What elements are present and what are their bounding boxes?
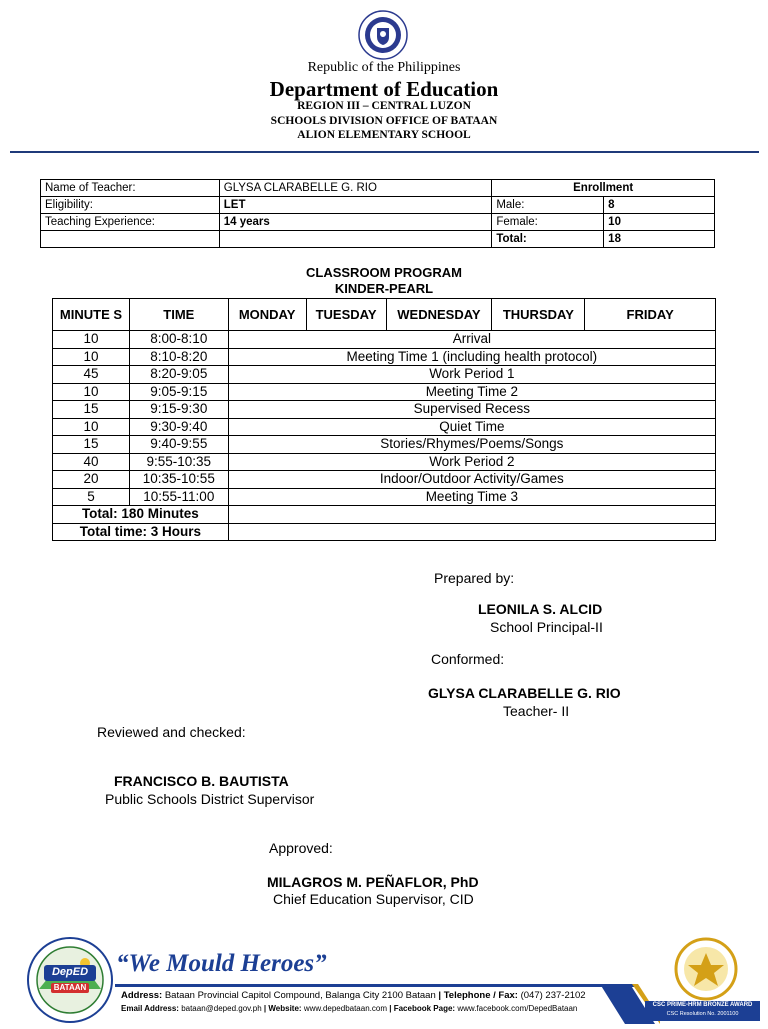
row-time: 9:05-9:15 <box>129 383 228 401</box>
table-row <box>53 383 716 401</box>
logo-text: DepED <box>51 966 89 978</box>
row-activity: Meeting Time 3 <box>228 488 715 506</box>
reviewed-label: Reviewed and checked: <box>97 724 246 740</box>
row-activity: Supervised Recess <box>228 401 715 419</box>
division-line: SCHOOLS DIVISION OFFICE OF BATAAN <box>270 115 498 127</box>
program-subtitle: KINDER-PEARL <box>334 281 434 296</box>
eligibility-label: Eligibility: <box>41 197 220 214</box>
name-value: GLYSA CLARABELLE G. RIO <box>219 180 492 197</box>
row-minutes: 15 <box>53 401 130 419</box>
total-value: 18 <box>604 231 715 248</box>
row-activity: Quiet Time <box>228 418 715 436</box>
enrollment-header: Enrollment <box>492 180 715 197</box>
prepared-label: Prepared by: <box>434 570 515 586</box>
teacher-info-table <box>40 179 715 248</box>
row-minutes: 5 <box>53 488 130 506</box>
header-friday: FRIDAY <box>585 299 716 331</box>
table-row <box>53 401 716 419</box>
row-activity: Work Period 2 <box>228 453 715 471</box>
conformed-label: Conformed: <box>431 651 505 667</box>
republic-line: Republic of the Philippines <box>307 60 461 75</box>
table-row <box>53 471 716 489</box>
blank-cell <box>228 523 715 541</box>
blank-cell <box>41 231 220 248</box>
row-minutes: 10 <box>53 418 130 436</box>
row-minutes: 10 <box>53 331 130 349</box>
footer-stripe <box>115 984 635 987</box>
header-thursday: THURSDAY <box>492 299 585 331</box>
row-minutes: 45 <box>53 366 130 384</box>
row-time: 9:55-10:35 <box>129 453 228 471</box>
row-time: 9:30-9:40 <box>129 418 228 436</box>
header-minutes: MINUTE S <box>53 299 130 331</box>
row-activity: Stories/Rhymes/Poems/Songs <box>228 436 715 454</box>
blank-cell <box>228 506 715 524</box>
approved-name: MILAGROS M. PEÑAFLOR, PhD <box>267 874 479 890</box>
row-activity: Work Period 1 <box>228 366 715 384</box>
footer-contact-line: Email Address: bataan@deped.gov.ph | Website: www.depedbataan.com | Facebook Page: www.facebook.com/DepedBataan <box>121 1004 578 1013</box>
row-time: 10:55-11:00 <box>129 488 228 506</box>
reviewed-name: FRANCISCO B. BAUTISTA <box>114 773 289 789</box>
row-minutes: 40 <box>53 453 130 471</box>
table-row <box>53 366 716 384</box>
table-row <box>53 418 716 436</box>
row-minutes: 10 <box>53 383 130 401</box>
female-label: Female: <box>492 214 604 231</box>
prepared-name: LEONILA S. ALCID <box>478 601 603 617</box>
region-line: REGION III – CENTRAL LUZON <box>297 100 471 112</box>
program-title: CLASSROOM PROGRAM <box>306 265 462 280</box>
conformed-name: GLYSA CLARABELLE G. RIO <box>428 685 621 701</box>
school-line: ALION ELEMENTARY SCHOOL <box>297 129 471 141</box>
male-label: Male: <box>492 197 604 214</box>
award-line2: CSC Resolution No. 2001100 <box>666 1011 739 1017</box>
row-minutes: 10 <box>53 348 130 366</box>
row-activity: Meeting Time 1 (including health protocol) <box>228 348 715 366</box>
row-minutes: 20 <box>53 471 130 489</box>
approved-title: Chief Education Supervisor, CID <box>273 891 474 907</box>
table-row <box>53 488 716 506</box>
name-label: Name of Teacher: <box>41 180 220 197</box>
row-time: 9:40-9:55 <box>129 436 228 454</box>
row-time: 8:10-8:20 <box>129 348 228 366</box>
header-wednesday: WEDNESDAY <box>386 299 492 331</box>
department-title: Department of Education <box>269 77 499 101</box>
row-minutes: 15 <box>53 436 130 454</box>
header-time: TIME <box>129 299 228 331</box>
motto: “We Mould Heroes” <box>116 950 327 977</box>
conformed-title: Teacher- II <box>503 703 570 719</box>
total-time: Total time: 3 Hours <box>53 523 229 541</box>
prepared-title: School Principal-II <box>490 619 603 635</box>
eligibility-value: LET <box>219 197 492 214</box>
deped-bataan-logo <box>27 937 113 1023</box>
table-row <box>53 348 716 366</box>
header-rule <box>10 151 759 153</box>
row-time: 8:00-8:10 <box>129 331 228 349</box>
logo-sub: BATAAN <box>53 983 87 992</box>
row-time: 10:35-10:55 <box>129 471 228 489</box>
table-row <box>53 331 716 349</box>
footer-address-line: Address: Bataan Provincial Capitol Compound, Balanga City 2100 Bataan | Telephone / Fax: (047) 237-2102 <box>121 990 586 1001</box>
header-monday: MONDAY <box>228 299 306 331</box>
award-line1: CSC PRIME-HRM BRONZE AWARD <box>652 1002 753 1008</box>
header-tuesday: TUESDAY <box>306 299 386 331</box>
table-row <box>53 453 716 471</box>
experience-value: 14 years <box>219 214 492 231</box>
female-value: 10 <box>604 214 715 231</box>
row-activity: Meeting Time 2 <box>228 383 715 401</box>
deped-seal-icon <box>358 10 408 60</box>
table-row <box>53 436 716 454</box>
total-minutes: Total: 180 Minutes <box>53 506 229 524</box>
approved-label: Approved: <box>269 840 333 856</box>
row-time: 8:20-9:05 <box>129 366 228 384</box>
row-activity: Arrival <box>228 331 715 349</box>
male-value: 8 <box>604 197 715 214</box>
experience-label: Teaching Experience: <box>41 214 220 231</box>
row-time: 9:15-9:30 <box>129 401 228 419</box>
reviewed-title: Public Schools District Supervisor <box>105 791 315 807</box>
total-label: Total: <box>492 231 604 248</box>
row-activity: Indoor/Outdoor Activity/Games <box>228 471 715 489</box>
blank-cell <box>219 231 492 248</box>
schedule-table <box>52 298 716 541</box>
